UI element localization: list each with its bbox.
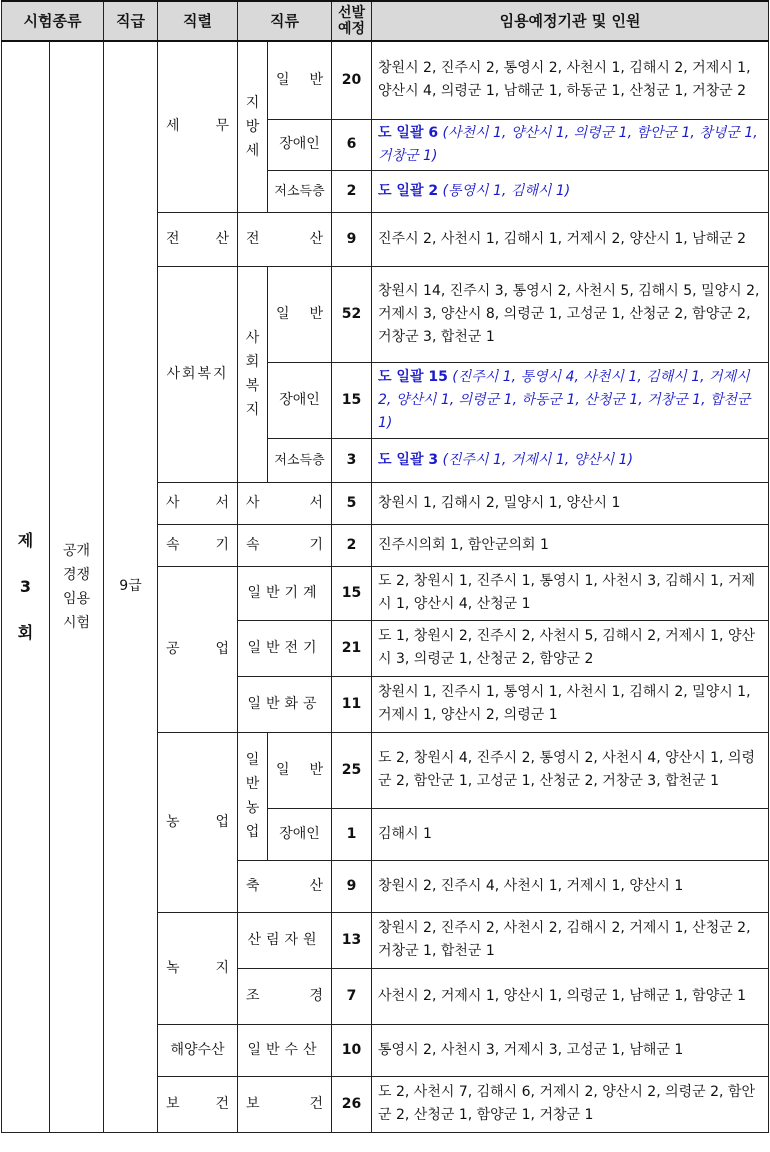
class-cell: 속 기 [238,524,332,566]
count-cell: 3 [332,438,372,482]
grade-cell: 9급 [104,41,158,1132]
class-cell: 조 경 [238,968,332,1024]
count-cell: 2 [332,524,372,566]
lead-text: 도 일괄 2 [378,182,439,199]
agency-cell [372,438,769,482]
lead-text: 도 일괄 3 [378,451,439,468]
class-cell: 일반기계 [238,566,332,620]
count-cell: 20 [332,41,372,119]
class-cell: 일 반 [268,41,332,119]
agency-cell [372,362,769,438]
detail-text: (통영시 1, 김해시 1) [438,182,571,199]
series-greenery: 녹 지 [158,912,238,1024]
class-cell: 장애인 [268,119,332,170]
count-cell: 21 [332,620,372,676]
detail-text: (사천시 1, 양산시 1, 의령군 1, 함안군 1, 창녕군 1, 거창군 1) [378,124,758,164]
agency-cell: 진주시의회 1, 함안군의회 1 [372,524,769,566]
count-cell: 25 [332,732,372,808]
agency-cell: 창원시 2, 진주시 4, 사천시 1, 거제시 1, 양산시 1 [372,860,769,912]
series-industry: 공 업 [158,566,238,732]
agency-cell [372,170,769,212]
class-cell: 보 건 [238,1076,332,1132]
header-class: 직류 [238,1,332,41]
class-cell: 사 서 [238,482,332,524]
header-exam-type: 시험종류 [2,1,104,41]
series-computing: 전 산 [158,212,238,266]
class-cell: 축 산 [238,860,332,912]
exam-kind-cell [50,41,104,1132]
round-cell [2,41,50,1132]
lead-text: 도 일괄 15 [378,368,448,385]
agency-cell: 창원시 14, 진주시 3, 통영시 2, 사천시 5, 김해시 5, 밀양시 2, 거제시 3, 양산시 8, 의령군 1, 고성군 1, 산청군 2, 함양군 2, 거창군 3, 합천군 1 [372,266,769,362]
count-cell: 1 [332,808,372,860]
detail-text: (진주시 1, 거제시 1, 양산시 1) [438,451,634,468]
group-welfare: 사 회 복 지 [238,266,268,482]
exam-kind-line: 임용 [62,590,91,607]
series-agriculture: 농 업 [158,732,238,912]
agency-cell: 진주시 2, 사천시 1, 김해시 1, 거제시 2, 양산시 1, 남해군 2 [372,212,769,266]
series-librarian: 사 서 [158,482,238,524]
count-cell: 26 [332,1076,372,1132]
class-cell: 저소득층 [268,438,332,482]
agency-cell: 도 2, 사천시 7, 김해시 6, 거제시 2, 양산시 2, 의령군 2, 함안군 2, 산청군 1, 함양군 1, 거창군 1 [372,1076,769,1132]
class-cell: 일반전기 [238,620,332,676]
header-planned: 선발 예정 [332,1,372,41]
agency-cell: 도 2, 창원시 4, 진주시 2, 통영시 2, 사천시 4, 양산시 1, 의령군 2, 함안군 1, 고성군 1, 산청군 2, 거창군 3, 합천군 1 [372,732,769,808]
round-char: 회 [17,622,34,642]
header-row [2,1,769,41]
recruitment-table [1,0,769,1133]
agency-cell: 창원시 1, 김해시 2, 밀양시 1, 양산시 1 [372,482,769,524]
count-cell: 2 [332,170,372,212]
series-fisheries: 해양수산 [158,1024,238,1076]
count-cell: 15 [332,566,372,620]
round-char: 3 [19,576,32,596]
class-cell: 일 반 [268,266,332,362]
series-health: 보 건 [158,1076,238,1132]
count-cell: 9 [332,212,372,266]
table-row [2,41,769,119]
class-cell: 장애인 [268,808,332,860]
class-cell: 저소득층 [268,170,332,212]
agency-cell: 창원시 2, 진주시 2, 통영시 2, 사천시 1, 김해시 2, 거제시 1, 양산시 4, 의령군 1, 남해군 1, 하동군 1, 산청군 1, 거창군 2 [372,41,769,119]
exam-kind-line: 공개 [62,542,91,559]
header-agencies: 임용예정기관 및 인원 [372,1,769,41]
group-general-agriculture: 일 반 농 업 [238,732,268,860]
exam-kind-line: 경쟁 [62,566,91,583]
agency-cell: 통영시 2, 사천시 3, 거제시 3, 고성군 1, 남해군 1 [372,1024,769,1076]
exam-kind-line: 시험 [62,614,91,631]
series-tax [158,41,238,212]
agency-cell: 김해시 1 [372,808,769,860]
group-local-tax: 지 방 세 [238,41,268,212]
header-grade: 직급 [104,1,158,41]
agency-cell: 도 1, 창원시 2, 진주시 2, 사천시 5, 김해시 2, 거제시 1, 양산시 3, 의령군 1, 산청군 2, 함양군 2 [372,620,769,676]
agency-cell [372,119,769,170]
count-cell: 52 [332,266,372,362]
series-label: 세 무 [166,118,229,135]
header-series: 직렬 [158,1,238,41]
detail-text: (진주시 1, 통영시 4, 사천시 1, 김해시 1, 거제시 2, 양산시 1, 의령군 1, 하동군 1, 산청군 1, 거창군 1, 합천군 1) [378,368,751,431]
class-cell: 산림자원 [238,912,332,968]
count-cell: 10 [332,1024,372,1076]
class-cell: 일 반 [268,732,332,808]
class-cell: 일반수산 [238,1024,332,1076]
agency-cell: 창원시 1, 진주시 1, 통영시 1, 사천시 1, 김해시 2, 밀양시 1, 거제시 1, 양산시 2, 의령군 1 [372,676,769,732]
agency-cell: 도 2, 창원시 1, 진주시 1, 통영시 1, 사천시 3, 김해시 1, 거제시 1, 양산시 4, 산청군 1 [372,566,769,620]
agency-cell: 창원시 2, 진주시 2, 사천시 2, 김해시 2, 거제시 1, 산청군 2, 거창군 1, 합천군 1 [372,912,769,968]
class-cell: 일반화공 [238,676,332,732]
round-char: 제 [17,530,34,550]
count-cell: 13 [332,912,372,968]
count-cell: 15 [332,362,372,438]
class-cell: 전 산 [238,212,332,266]
count-cell: 7 [332,968,372,1024]
count-cell: 11 [332,676,372,732]
agency-cell: 사천시 2, 거제시 1, 양산시 1, 의령군 1, 남해군 1, 함양군 1 [372,968,769,1024]
count-cell: 6 [332,119,372,170]
count-cell: 9 [332,860,372,912]
series-welfare: 사회복지 [158,266,238,482]
class-cell: 장애인 [268,362,332,438]
lead-text: 도 일괄 6 [378,124,439,141]
count-cell: 5 [332,482,372,524]
series-stenography: 속 기 [158,524,238,566]
